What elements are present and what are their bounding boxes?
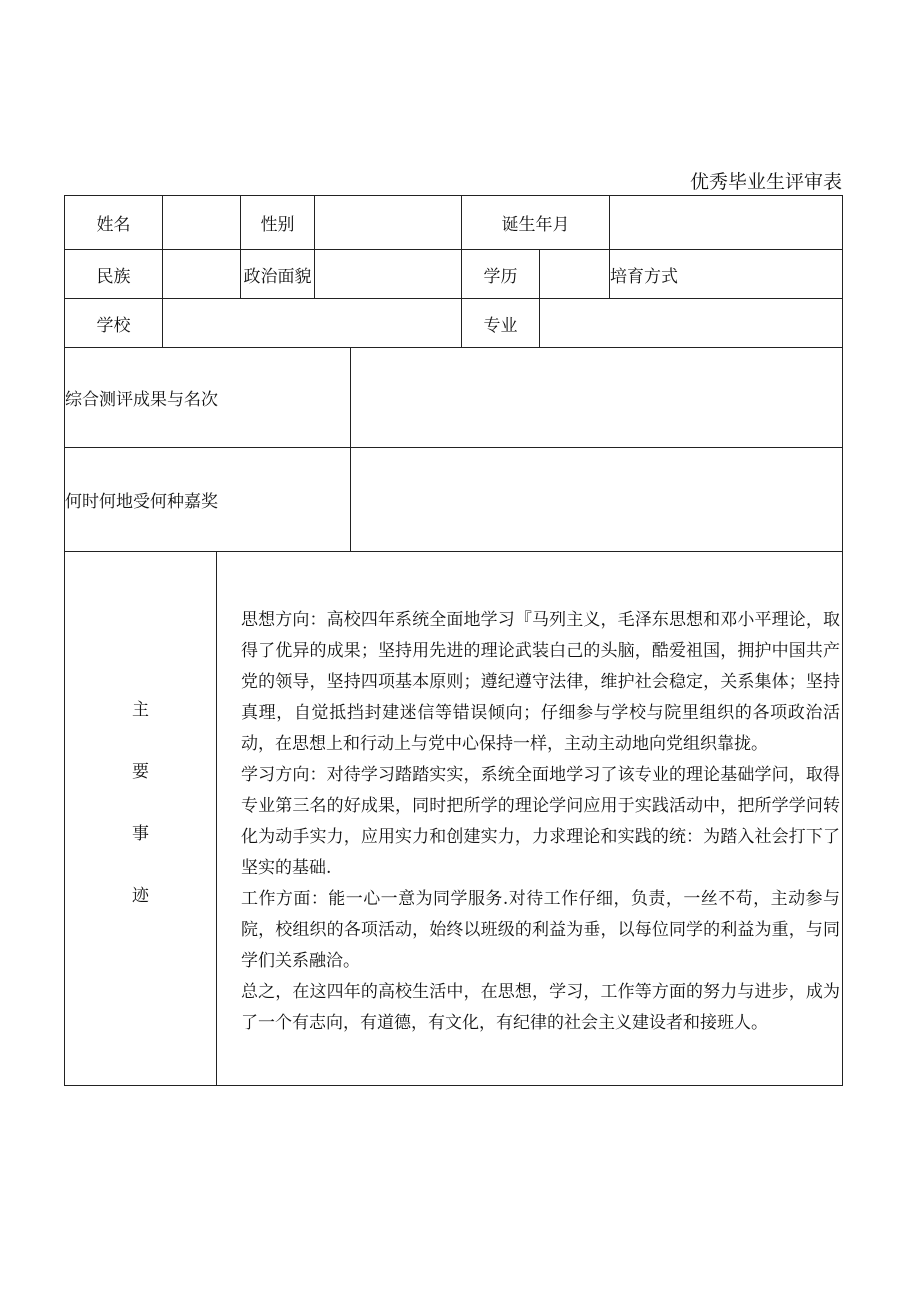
education-label: 学历: [462, 250, 540, 299]
awards-label: 何时何地受何种嘉奖: [65, 448, 351, 552]
main-deeds-label-char: 事: [132, 824, 149, 844]
name-field[interactable]: [163, 196, 241, 250]
form-title: 优秀毕业生评审表: [689, 171, 842, 193]
political-status-field[interactable]: [315, 250, 462, 299]
name-label: 姓名: [65, 196, 163, 250]
training-method-label: 培育方式: [610, 250, 843, 299]
main-deeds-label: [65, 552, 217, 1086]
ethnicity-label: 民族: [65, 250, 163, 299]
gender-label: 性别: [241, 196, 315, 250]
school-label: 学校: [65, 299, 163, 348]
birth-date-field[interactable]: [610, 196, 843, 250]
school-field[interactable]: [163, 299, 462, 348]
evaluation-label: 综合测评成果与名次: [65, 348, 351, 448]
major-label: 专业: [462, 299, 540, 348]
birth-date-label: 诞生年月: [462, 196, 610, 250]
political-status-label: 政治面貌: [241, 250, 315, 299]
deeds-paragraph-thought: 思想方向：高校四年系统全面地学习『马列主义，毛泽东思想和邓小平理论，取得了优异的成果；坚持用先进的理论武装白己的头脑，酷爱祖国，拥护中国共产党的领导，坚持四项基本原则；遵纪遵守法律，维护社会稳定，关系集体；坚持真理，自觉抵挡封建迷信等错误倾向；仔细参与学校与院里组织的各项政治活动，在思想上和行动上与党中心保持一样，主动主动地向党组织靠拢。: [241, 609, 840, 754]
awards-field[interactable]: [351, 448, 843, 552]
major-field[interactable]: [540, 299, 843, 348]
main-deeds-content: [217, 552, 843, 1086]
evaluation-form-table: [64, 195, 843, 1086]
ethnicity-field[interactable]: [163, 250, 241, 299]
deeds-paragraph-work: 工作方面：能一心一意为同学服务.对待工作仔细，负责，一丝不苟，主动参与院，校组织的各项活动，始终以班级的利益为垂，以每位同学的利益为重，与同学们关系融洽。: [241, 888, 840, 971]
main-deeds-label-char: 迹: [132, 886, 149, 906]
main-deeds-label-char: 主: [132, 700, 149, 720]
form-row-2: [65, 250, 843, 299]
form-row-1: [65, 196, 843, 250]
evaluation-row: [65, 348, 843, 448]
main-deeds-row: [65, 552, 843, 1086]
deeds-paragraph-study: 学习方向：对待学习踏踏实实，系统全面地学习了该专业的理论基础学问，取得专业第三名的好成果，同时把所学的理论学问应用于实践活动中，把所学学问转化为动手实力，应用实力和创建实力，力求理论和实践的统：为踏入社会打下了坚实的基础.: [241, 764, 840, 878]
awards-row: [65, 448, 843, 552]
education-field[interactable]: [540, 250, 610, 299]
evaluation-field[interactable]: [351, 348, 843, 448]
form-row-3: [65, 299, 843, 348]
deeds-paragraph-summary: 总之，在这四年的高校生活中，在思想，学习，工作等方面的努力与进步，成为了一个有志向，有道德，有文化，有纪律的社会主义建设者和接班人。: [241, 981, 840, 1033]
gender-field[interactable]: [315, 196, 462, 250]
main-deeds-label-char: 要: [132, 762, 149, 782]
